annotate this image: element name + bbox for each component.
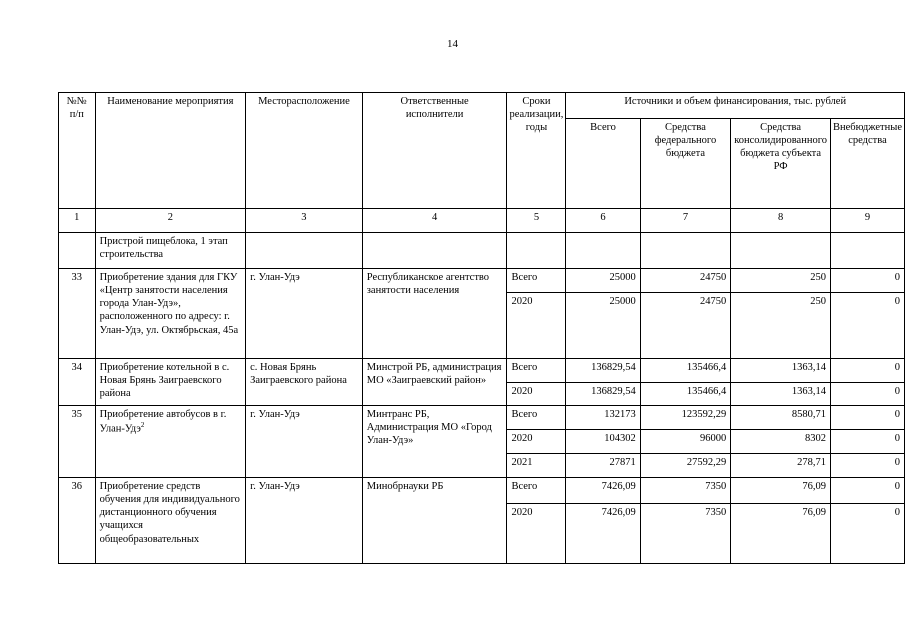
column-number: 9 (830, 209, 904, 233)
row-number: 35 (59, 406, 96, 478)
column-number: 4 (362, 209, 507, 233)
row-responsible: Минстрой РБ, администрация МО «Заиграевский район» (362, 359, 507, 406)
cell-total: 136829,54 (566, 383, 640, 406)
row-location: г. Улан-Удэ (246, 478, 363, 564)
row-term: 2020 (507, 430, 566, 454)
cell-federal: 7350 (640, 504, 731, 564)
row-responsible: Республиканское агентство занятости населения (362, 269, 507, 359)
cell-extra: 0 (830, 430, 904, 454)
page-number: 14 (447, 38, 458, 50)
row-term: 2020 (507, 383, 566, 406)
cell-extra: 0 (830, 383, 904, 406)
row-term: Всего (507, 406, 566, 430)
cell-total: 25000 (566, 293, 640, 359)
row-term: Всего (507, 478, 566, 504)
row-number: 33 (59, 269, 96, 359)
cell-federal: 123592,29 (640, 406, 731, 430)
cell-federal: 96000 (640, 430, 731, 454)
row-name-text: Приобретение автобусов в г. Улан-Удэ (99, 409, 227, 435)
cell-regional: 1363,14 (731, 383, 831, 406)
header-sources: Источники и объем финансирования, тыс. рублей (566, 93, 905, 119)
cell-total: 7426,09 (566, 478, 640, 504)
row-location: с. Новая Брянь Заиграевского района (246, 359, 363, 406)
header-num: №№ п/п (59, 93, 96, 209)
table-row (59, 359, 905, 383)
header-location: Месторасположение (246, 93, 363, 209)
cell-extra: 0 (830, 293, 904, 359)
cell-regional: 8302 (731, 430, 831, 454)
cell-extra: 0 (830, 504, 904, 564)
row-term: 2020 (507, 293, 566, 359)
cell-regional: 8580,71 (731, 406, 831, 430)
cell-regional: 250 (731, 269, 831, 293)
row-responsible: Минтранс РБ, Администрация МО «Город Улан-Удэ» (362, 406, 507, 478)
row-term: Всего (507, 359, 566, 383)
header-extra: Внебюджетные средства (830, 119, 904, 209)
column-number: 8 (731, 209, 831, 233)
row-number: 36 (59, 478, 96, 564)
cell-regional: 250 (731, 293, 831, 359)
row-responsible: Минобрнауки РБ (362, 478, 507, 564)
row-number: 34 (59, 359, 96, 406)
cell-federal: 7350 (640, 478, 731, 504)
header-responsible: Ответственные исполнители (362, 93, 507, 209)
header-regional: Средства консолидированного бюджета субъекта РФ (731, 119, 831, 209)
cell-total: 132173 (566, 406, 640, 430)
column-number: 3 (246, 209, 363, 233)
financing-table (58, 92, 905, 564)
column-numbers-row (59, 209, 905, 233)
cell-federal: 135466,4 (640, 383, 731, 406)
row-name: Приобретение котельной в с. Новая Брянь Заиграевского района (95, 359, 246, 406)
table-row (59, 478, 905, 504)
column-number: 6 (566, 209, 640, 233)
row-name: Приобретение средств обучения для индивидуального дистанционного обучения учащихся общеобразовательных (95, 478, 246, 564)
row-term: 2021 (507, 454, 566, 478)
table-row (59, 406, 905, 430)
cell-federal: 24750 (640, 293, 731, 359)
column-number: 1 (59, 209, 96, 233)
cell-regional: 278,71 (731, 454, 831, 478)
footnote-marker: 2 (140, 421, 145, 430)
cell-regional: 1363,14 (731, 359, 831, 383)
row-location: г. Улан-Удэ (246, 269, 363, 359)
continuation-row (59, 233, 905, 269)
row-term: Всего (507, 269, 566, 293)
column-number: 5 (507, 209, 566, 233)
cell-extra: 0 (830, 478, 904, 504)
row-name: Приобретение здания для ГКУ «Центр занятости населения города Улан-Удэ», расположенного по адресу: г. Улан-Удэ, ул. Октябрьская, 45а (95, 269, 246, 359)
cell-extra: 0 (830, 269, 904, 293)
header-name: Наименование мероприятия (95, 93, 246, 209)
cell-federal: 24750 (640, 269, 731, 293)
cell-total: 136829,54 (566, 359, 640, 383)
table-row (59, 269, 905, 293)
header-federal: Средства федерального бюджета (640, 119, 731, 209)
continuation-name: Пристрой пищеблока, 1 этап строительства (95, 233, 246, 269)
cell-total: 7426,09 (566, 504, 640, 564)
cell-total: 25000 (566, 269, 640, 293)
column-number: 2 (95, 209, 246, 233)
header-terms: Сроки реализации, годы (507, 93, 566, 209)
cell-federal: 135466,4 (640, 359, 731, 383)
row-name (95, 406, 246, 478)
cell-total: 27871 (566, 454, 640, 478)
row-location: г. Улан-Удэ (246, 406, 363, 478)
cell-total: 104302 (566, 430, 640, 454)
column-number: 7 (640, 209, 731, 233)
cell-federal: 27592,29 (640, 454, 731, 478)
cell-extra: 0 (830, 359, 904, 383)
header-total: Всего (566, 119, 640, 209)
cell-regional: 76,09 (731, 478, 831, 504)
cell-regional: 76,09 (731, 504, 831, 564)
cell-extra: 0 (830, 406, 904, 430)
cell-extra: 0 (830, 454, 904, 478)
row-term: 2020 (507, 504, 566, 564)
